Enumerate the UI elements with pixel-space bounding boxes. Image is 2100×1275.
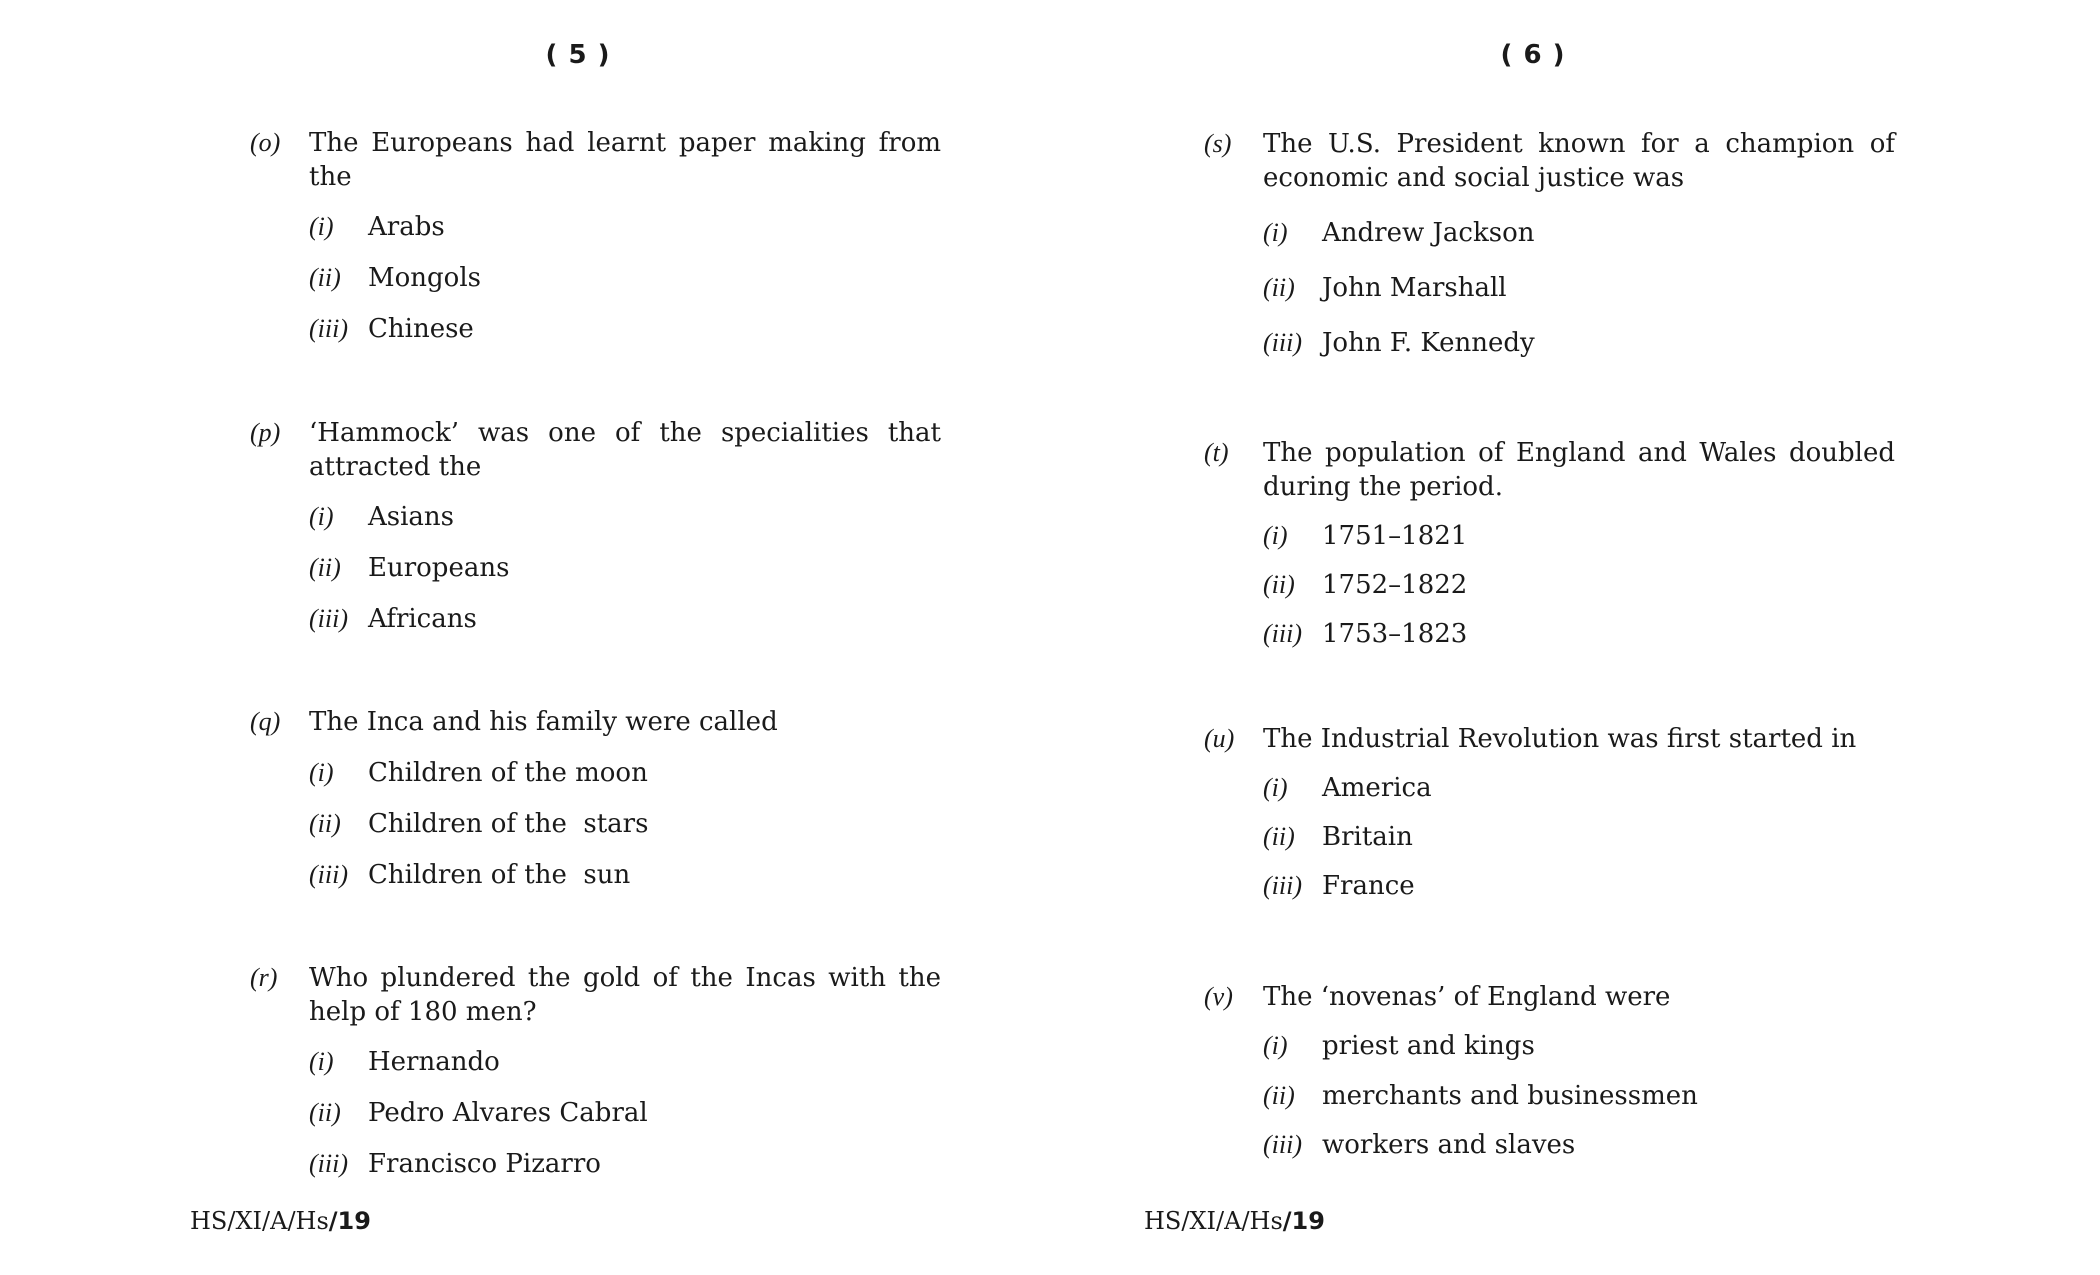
option-label: (i) bbox=[309, 1047, 334, 1076]
option-label: (ii) bbox=[309, 553, 341, 582]
question-t bbox=[1204, 436, 1949, 651]
question-o bbox=[250, 126, 995, 346]
option-text: Children of the moon bbox=[368, 758, 648, 788]
option-i bbox=[309, 210, 995, 244]
option-text: Andrew Jackson bbox=[1322, 218, 1535, 248]
option-iii bbox=[309, 602, 995, 636]
option-label: (i) bbox=[1263, 521, 1288, 550]
question-label: (o) bbox=[250, 128, 281, 157]
option-iii bbox=[309, 1147, 995, 1181]
question-text: The ‘novenas’ of England were bbox=[1263, 982, 1671, 1012]
footer-code: HS/XI/A/Hs bbox=[190, 1207, 329, 1235]
option-text: Children of the sun bbox=[368, 860, 631, 890]
option-text: Children of the stars bbox=[368, 809, 649, 839]
option-text: Hernando bbox=[368, 1047, 500, 1077]
question-text: The Industrial Revolution was first started in bbox=[1263, 724, 1857, 754]
question-label: (v) bbox=[1204, 982, 1233, 1011]
option-iii bbox=[1263, 869, 1949, 903]
question-label: (r) bbox=[250, 963, 278, 992]
option-i bbox=[309, 756, 995, 790]
option-label: (i) bbox=[309, 502, 334, 531]
option-iii bbox=[309, 312, 995, 346]
option-ii bbox=[1263, 271, 1949, 305]
question-text: The population of England and Wales doubled during the period. bbox=[1263, 438, 1895, 502]
question-q bbox=[250, 705, 995, 892]
option-ii bbox=[1263, 820, 1949, 854]
option-label: (ii) bbox=[1263, 822, 1295, 851]
footer-code-left bbox=[190, 1207, 371, 1235]
option-label: (ii) bbox=[1263, 570, 1295, 599]
option-text: Francisco Pizarro bbox=[368, 1149, 601, 1179]
option-label: (iii) bbox=[309, 604, 348, 633]
option-label: (iii) bbox=[1263, 328, 1302, 357]
option-i bbox=[1263, 216, 1949, 250]
option-label: (ii) bbox=[1263, 1081, 1295, 1110]
option-label: (iii) bbox=[1263, 619, 1302, 648]
option-label: (i) bbox=[1263, 773, 1288, 802]
option-ii bbox=[309, 261, 995, 295]
option-label: (iii) bbox=[309, 1149, 348, 1178]
footer-year: /19 bbox=[328, 1207, 371, 1235]
option-label: (iii) bbox=[1263, 871, 1302, 900]
question-text: The Inca and his family were called bbox=[309, 707, 778, 737]
option-label: (i) bbox=[1263, 218, 1288, 247]
footer-code: HS/XI/A/Hs bbox=[1144, 1207, 1283, 1235]
question-u bbox=[1204, 722, 1949, 903]
question-text: The U.S. President known for a champion of economic and social justice was bbox=[1263, 129, 1895, 193]
option-text: Africans bbox=[368, 604, 477, 634]
footer-code-right bbox=[1144, 1207, 1325, 1235]
option-iii bbox=[309, 858, 995, 892]
question-text: ‘Hammock’ was one of the specialities that attracted the bbox=[309, 418, 941, 482]
question-s bbox=[1204, 127, 1949, 360]
option-label: (iii) bbox=[1263, 1130, 1302, 1159]
footer-year: /19 bbox=[1282, 1207, 1325, 1235]
option-i bbox=[309, 1045, 995, 1079]
option-text: John Marshall bbox=[1322, 273, 1507, 303]
option-text: 1751–1821 bbox=[1322, 521, 1468, 551]
option-ii bbox=[1263, 1079, 1949, 1113]
option-label: (ii) bbox=[1263, 273, 1295, 302]
option-text: workers and slaves bbox=[1322, 1130, 1576, 1160]
option-text: 1753–1823 bbox=[1322, 619, 1468, 649]
question-v bbox=[1204, 980, 1949, 1162]
option-text: Mongols bbox=[368, 263, 481, 293]
question-text: The Europeans had learnt paper making from the bbox=[309, 128, 941, 192]
option-label: (ii) bbox=[309, 263, 341, 292]
option-text: Asians bbox=[368, 502, 455, 532]
question-label: (q) bbox=[250, 707, 281, 736]
option-label: (iii) bbox=[309, 314, 348, 343]
page-number-left: ( 5 ) bbox=[545, 40, 611, 70]
option-text: Chinese bbox=[368, 314, 474, 344]
option-text: merchants and businessmen bbox=[1322, 1081, 1698, 1111]
option-i bbox=[1263, 771, 1949, 805]
question-label: (t) bbox=[1204, 438, 1229, 467]
option-ii bbox=[1263, 568, 1949, 602]
option-text: Britain bbox=[1322, 822, 1413, 852]
question-label: (p) bbox=[250, 418, 281, 447]
question-text: Who plundered the gold of the Incas with the help of 180 men? bbox=[309, 963, 941, 1027]
option-i bbox=[1263, 519, 1949, 553]
option-text: Europeans bbox=[368, 553, 510, 583]
question-label: (s) bbox=[1204, 129, 1232, 158]
option-label: (ii) bbox=[309, 809, 341, 838]
option-label: (ii) bbox=[309, 1098, 341, 1127]
option-label: (i) bbox=[309, 212, 334, 241]
option-ii bbox=[309, 807, 995, 841]
option-iii bbox=[1263, 326, 1949, 360]
question-r bbox=[250, 961, 995, 1181]
option-text: Arabs bbox=[368, 212, 445, 242]
option-text: priest and kings bbox=[1322, 1031, 1535, 1061]
option-label: (i) bbox=[1263, 1031, 1288, 1060]
option-label: (iii) bbox=[309, 860, 348, 889]
question-p bbox=[250, 416, 995, 636]
option-iii bbox=[1263, 1128, 1949, 1162]
option-label: (i) bbox=[309, 758, 334, 787]
option-i bbox=[309, 500, 995, 534]
option-ii bbox=[309, 1096, 995, 1130]
option-text: Pedro Alvares Cabral bbox=[368, 1098, 648, 1128]
question-label: (u) bbox=[1204, 724, 1235, 753]
option-ii bbox=[309, 551, 995, 585]
page-number-right: ( 6 ) bbox=[1500, 40, 1566, 70]
option-text: John F. Kennedy bbox=[1322, 328, 1535, 358]
option-text: 1752–1822 bbox=[1322, 570, 1468, 600]
option-text: America bbox=[1322, 773, 1432, 803]
option-iii bbox=[1263, 617, 1949, 651]
option-i bbox=[1263, 1029, 1949, 1063]
option-text: France bbox=[1322, 871, 1415, 901]
